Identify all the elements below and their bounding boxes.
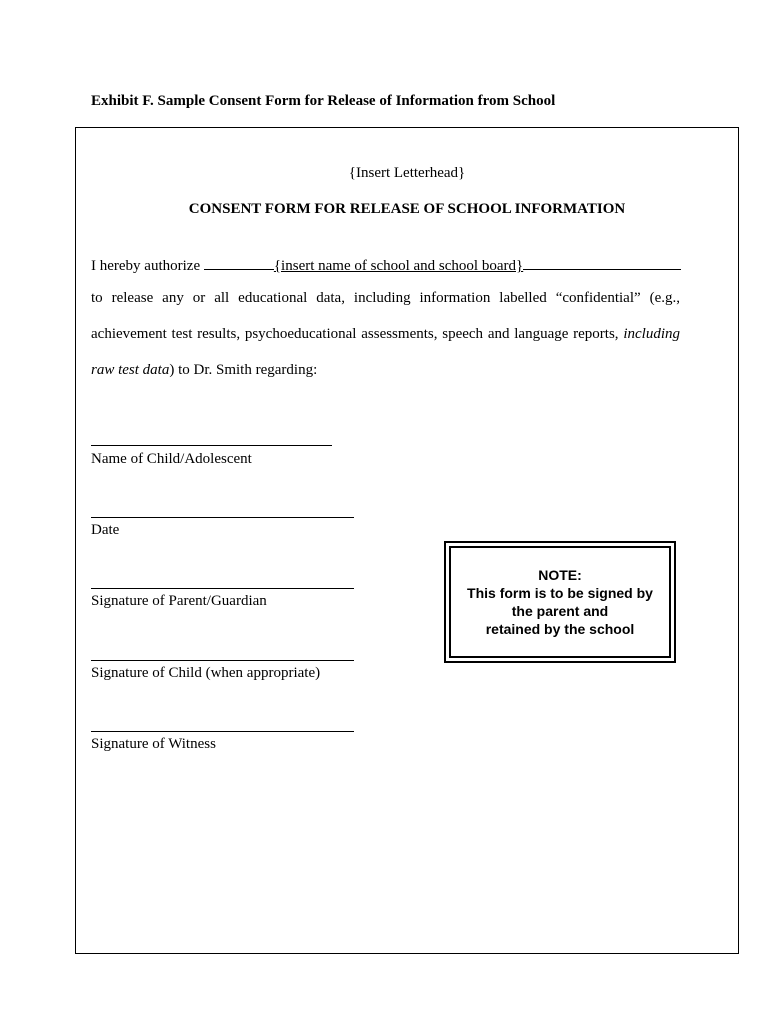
note-line-2: the parent and: [511, 603, 609, 619]
note-line-3: retained by the school: [485, 621, 635, 637]
authorize-prefix: I hereby authorize: [91, 258, 204, 274]
note-title: NOTE:: [538, 567, 582, 583]
release-text-line-4: [91, 362, 680, 379]
note-box-inner: [449, 546, 671, 658]
date-label: Date: [91, 522, 120, 538]
release-text-line-3-normal: achievement test results, psychoeducational assessments, speech and language reports,: [91, 326, 624, 342]
parent-signature-label: Signature of Parent/Guardian: [91, 593, 267, 609]
release-text-line-3-italic: including: [623, 326, 680, 342]
school-name-field: {insert name of school and school board}: [273, 258, 524, 274]
parent-signature-line[interactable]: [91, 588, 354, 589]
child-signature-line[interactable]: [91, 660, 354, 661]
witness-signature-line[interactable]: [91, 731, 354, 732]
release-text-line-2: to release any or all educational data, including information labelled “confidential” (e.g.,: [91, 290, 680, 306]
witness-signature-label: Signature of Witness: [91, 736, 216, 752]
child-name-line[interactable]: [91, 445, 332, 446]
note-line-1: This form is to be signed by: [467, 585, 653, 601]
authorize-blank-left: [204, 255, 274, 270]
authorization-line: [91, 255, 680, 275]
child-signature-label: Signature of Child (when appropriate): [91, 665, 321, 681]
release-text-line-4-normal: ) to Dr. Smith regarding:: [169, 362, 318, 378]
note-box: [444, 541, 676, 663]
child-name-label: Name of Child/Adolescent: [91, 451, 252, 467]
form-heading: CONSENT FORM FOR RELEASE OF SCHOOL INFORMATION: [188, 201, 626, 217]
exhibit-title: Exhibit F. Sample Consent Form for Release of Information from School: [91, 93, 556, 109]
letterhead-placeholder: {Insert Letterhead}: [348, 165, 466, 181]
authorize-blank-right: [523, 255, 681, 270]
release-text-line-3: [91, 326, 680, 343]
release-text-line-4-italic: raw test data: [91, 362, 170, 378]
date-line[interactable]: [91, 517, 354, 518]
